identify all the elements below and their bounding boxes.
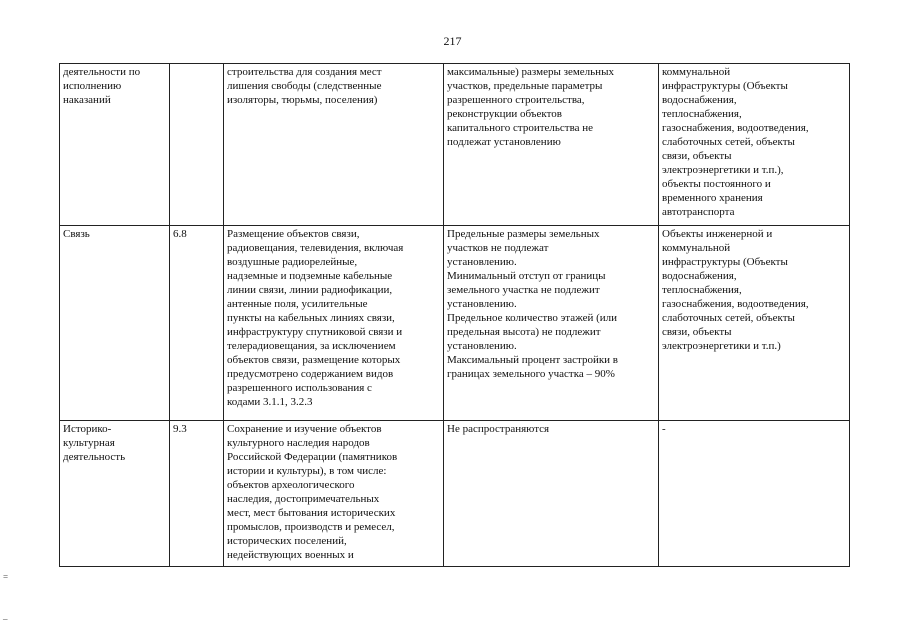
infrastructure-cell: коммунальной инфраструктуры (Объекты водоснабжения, теплоснабжения, газоснабжения, водоотведения, слаботочных сетей, объекты связи, объекты электроэнергетики и т.п.), объекты постоянного и временного хранения автотранспорта [659, 64, 850, 226]
use-code-cell: 9.3 [170, 421, 224, 567]
use-name-cell: Историко- культурная деятельность [60, 421, 170, 567]
margin-mark: – [3, 614, 8, 624]
table-row [60, 421, 850, 567]
zoning-table [59, 63, 850, 567]
use-description-cell: Размещение объектов связи, радиовещания, телевидения, включая воздушные радиорелейные, надземные и подземные кабельные линии связи, линии радиофикации, антенные поля, усилительные пункты на кабельных линиях связи, инфраструктуру спутниковой связи и телерадиовещания, за исключением объектов связи, размещение которых предусмотрено содержанием видов разрешенного использования с кодами 3.1.1, 3.2.3 [224, 226, 444, 421]
limits-cell: Не распространяются [444, 421, 659, 567]
limits-cell: Предельные размеры земельных участков не подлежат установлению. Минимальный отступ от границы земельного участка не подлежит установлению. Предельное количество этажей (или предельная высота) не подлежит установлению. Максимальный процент застройки в границах земельного участка – 90% [444, 226, 659, 421]
infrastructure-cell: Объекты инженерной и коммунальной инфраструктуры (Объекты водоснабжения, теплоснабжения, газоснабжения, водоотведения, слаботочных сетей, объекты связи, объекты электроэнергетики и т.п.) [659, 226, 850, 421]
use-name-cell: деятельности по исполнению наказаний [60, 64, 170, 226]
margin-mark: = [3, 572, 9, 582]
limits-cell: максимальные) размеры земельных участков, предельные параметры разрешенного строительства, реконструкции объектов капитального строительства не подлежат установлению [444, 64, 659, 226]
use-description-cell: Сохранение и изучение объектов культурного наследия народов Российской Федерации (памятников истории и культуры), в том числе: объектов археологического наследия, достопримечательных мест, мест бытования исторических промыслов, производств и ремесел, исторических поселений, недействующих военных и [224, 421, 444, 567]
use-code-cell: 6.8 [170, 226, 224, 421]
use-description-cell: строительства для создания мест лишения свободы (следственные изоляторы, тюрьмы, поселения) [224, 64, 444, 226]
table-row [60, 64, 850, 226]
use-code-cell [170, 64, 224, 226]
infrastructure-cell: - [659, 421, 850, 567]
use-name-cell: Связь [60, 226, 170, 421]
page-number: 217 [443, 34, 462, 48]
table-row [60, 226, 850, 421]
